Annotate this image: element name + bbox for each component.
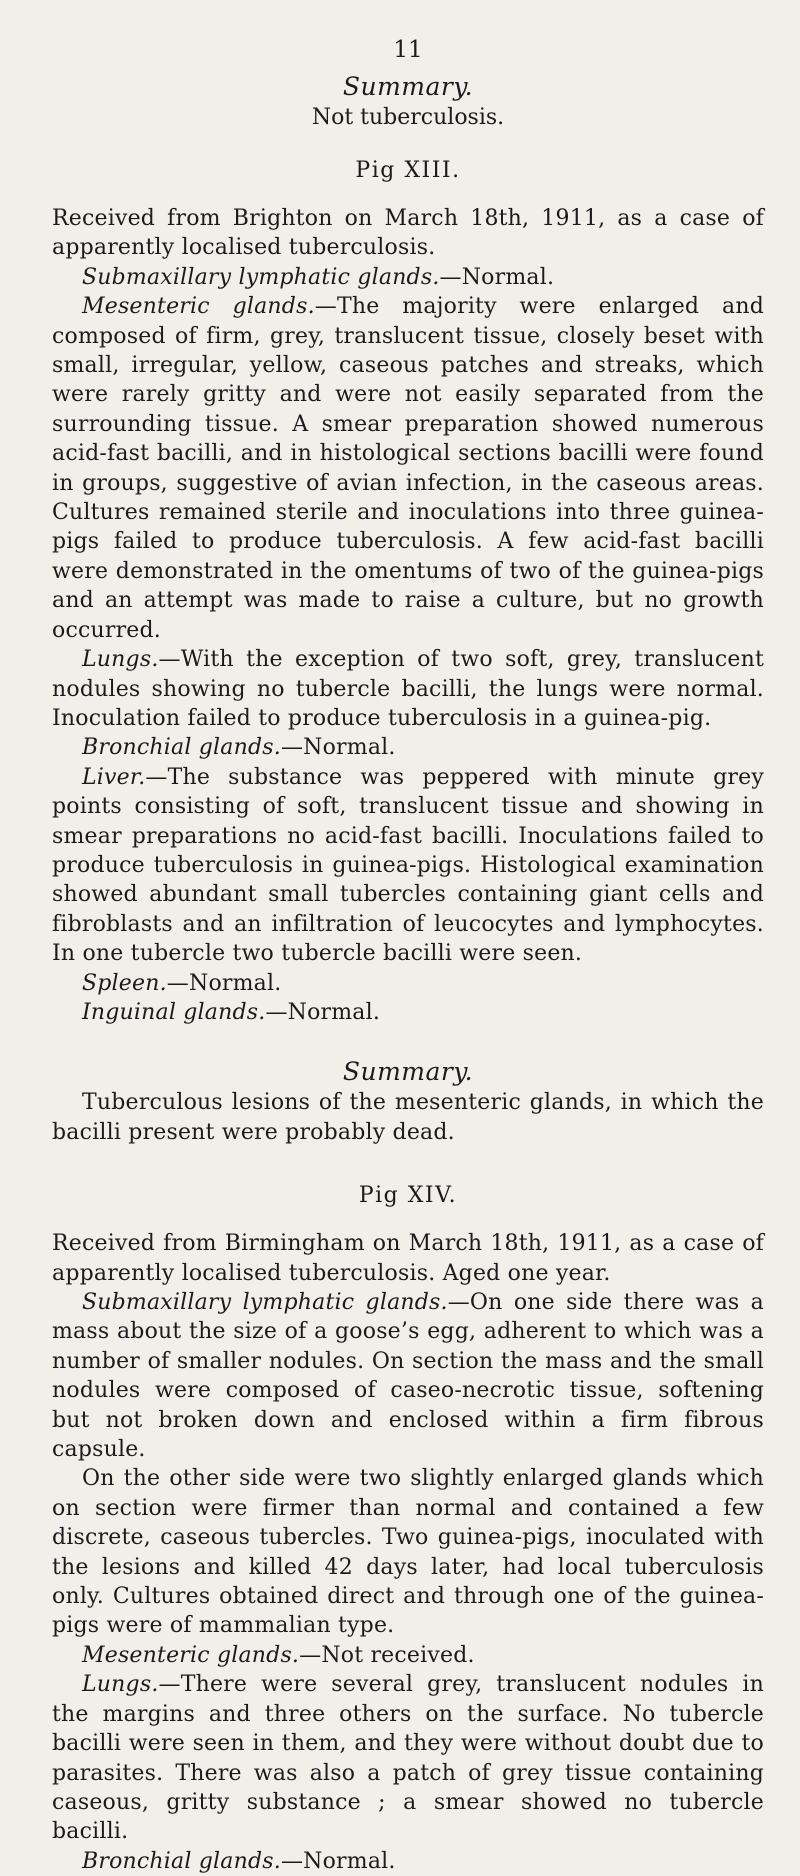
paragraph-lead: Mesenteric glands. xyxy=(82,294,315,320)
paragraph-text: —With the exception of two soft, grey, translucent nodules showing no tubercle bacilli, the lungs were normal. Inoculation failed to produce tuberculosis in a guinea-pig. xyxy=(52,647,764,731)
paragraph-text: —The substance was peppered with minute grey points consisting of soft, translucent tissue and showing in smear preparations no acid-fast bacilli. Inoculations failed to produce tuberculosis in guinea-pigs. Histological examination showed abundant small tubercles containing giant cells and fibroblasts and an infiltration of leucocytes and lymphocytes. In one tubercle two tubercle bacilli were seen. xyxy=(52,764,764,967)
paragraph-text: —Normal. xyxy=(280,735,396,761)
paragraph-lead: Mesenteric glands. xyxy=(82,1642,300,1668)
paragraph-lead: Submaxillary lymphatic glands. xyxy=(82,1290,448,1315)
paragraph-text: —Not received. xyxy=(299,1642,475,1668)
pig-13-paragraph xyxy=(52,763,764,969)
pig-13-paragraph xyxy=(52,733,764,762)
pig-13-paragraph xyxy=(52,969,764,998)
pig-13-paragraph xyxy=(52,645,764,733)
pig-14-paragraph xyxy=(52,1288,764,1464)
paragraph-lead: Liver. xyxy=(82,764,146,790)
paragraph-text: —There were several grey, translucent nodules in the margins and three others on the surface. No tubercle bacilli were seen in them, and they were without doubt due to parasites. There was also a patch of grey tissue containing caseous, gritty substance ; a smear showed no tubercle bacilli. xyxy=(52,1672,764,1845)
paragraph-text: —Normal. xyxy=(439,264,555,290)
paragraph-text: —On one side there was a mass about the size of a goose’s egg, adherent to which was a number of smaller nodules. On section the mass and the small nodules were composed of caseo-necrotic tissue, softening but not broken down and enclosed within a firm fibrous capsule. xyxy=(52,1290,764,1463)
paragraph-text: —Normal. xyxy=(280,1848,396,1874)
pig-13-received: Received from Brighton on March 18th, 1911, as a case of apparently localised tuberculosis. xyxy=(52,206,764,261)
pig-13-heading: Pig XIII. xyxy=(355,158,461,183)
paragraph-lead: Submaxillary lymphatic glands. xyxy=(82,264,440,290)
pig-14-paragraph xyxy=(52,1847,764,1876)
summary-text-2: Tuberculous lesions of the mesenteric glands, in which the bacilli present were probably dead. xyxy=(52,1090,764,1145)
pig-14-paragraph xyxy=(52,1670,764,1846)
pig-14-heading: Pig XIV. xyxy=(358,1183,458,1209)
paragraph-lead: Bronchial glands. xyxy=(82,735,281,761)
summary-text-1: Not tuberculosis. xyxy=(311,105,505,130)
paragraph-lead: Spleen. xyxy=(82,970,167,996)
pig-14-received: Received from Birmingham on March 18th, 1911, as a case of apparently localised tuberculosis. Aged one year. xyxy=(52,1231,764,1286)
pig-14-paragraph xyxy=(52,1641,764,1670)
paragraph-text: —Normal. xyxy=(166,970,282,996)
paragraph-lead: Lungs. xyxy=(82,1672,159,1698)
paragraph-lead: Bronchial glands. xyxy=(82,1848,281,1874)
paragraph-text: On the other side were two slightly enlarged glands which on section were firmer than normal and contained a few discrete, caseous tubercles. Two guinea-pigs, inoculated with the lesions and killed 42 days later, had local tuberculosis only. Cultures obtained direct and through one of the guinea-pigs were of mammalian type. xyxy=(52,1466,764,1639)
pig-14-paragraph xyxy=(52,1464,764,1640)
paragraph-lead: Inguinal glands. xyxy=(82,999,266,1025)
paragraph-text: —The majority were enlarged and composed of firm, grey, translucent tissue, closely beset with small, irregular, yellow, caseous patches and streaks, which were rarely gritty and were not easily separated from the surrounding tissue. A smear preparation showed numerous acid-fast bacilli, and in histological sections bacilli were found in groups, suggestive of avian infection, in the caseous areas. Cultures remained sterile and inoculations into three guinea-pigs failed to produce tuberculosis. A few acid-fast bacilli were demonstrated in the omentums of two of the guinea-pigs and an attempt was made to raise a culture, but no growth occurred. xyxy=(52,294,765,643)
page-number: 11 xyxy=(393,37,423,63)
pig-13-paragraph xyxy=(52,263,764,292)
paragraph-text: —Normal. xyxy=(265,999,381,1025)
pig-13-paragraph xyxy=(52,292,764,645)
summary-heading-1: Summary. xyxy=(342,72,474,101)
pig-13-paragraph xyxy=(52,998,764,1027)
paragraph-lead: Lungs. xyxy=(82,647,159,673)
summary-heading-2: Summary. xyxy=(342,1057,474,1087)
